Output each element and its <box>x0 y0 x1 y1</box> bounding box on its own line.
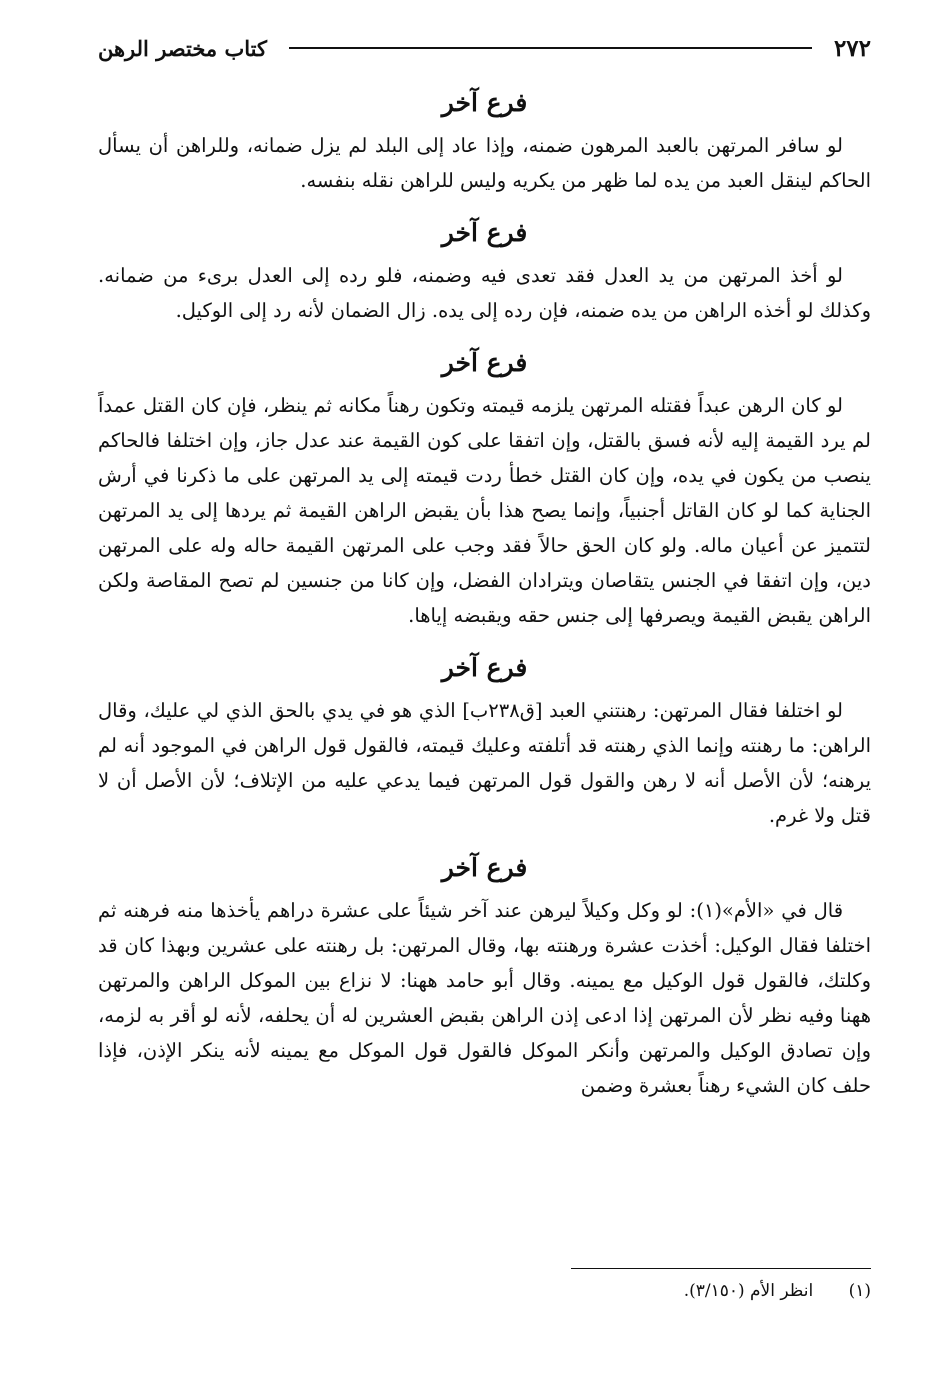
section-title: فرع آخر <box>441 88 528 117</box>
paragraph: قال في «الأم»(١): لو وكل وكيلاً ليرهن عند آخر شيئاً على عشرة دراهم يأخذها منه فرهنه ثم اختلفا فقال الوكيل: أخذت عشرة ورهنته بها، وقال المرتهن: بل رهنته على عشرين وبهذا كان قد وكلتك، فالقول قول الوكيل مع يمينه. وقال أبو حامد ههنا: لا نزاع بين الموكل الراهن والمرتهن ههنا وفيه نظر لأن المرتهن إذا ادعى إذن الراهن بقبض العشرين له أن يحلفه، لأنه لو أقر به لزمه، وإن تصادق الوكيل والمرتهن وأنكر الموكل فالقول قول الموكل مع يمينه لأنه ينكر الإذن، فإذا حلف كان الشيء رهناً بعشرة وضمن <box>98 899 871 1097</box>
running-title: كتاب مختصر الرهن <box>98 35 267 61</box>
section-title: فرع آخر <box>441 348 528 377</box>
page-header <box>98 28 871 68</box>
section-title: فرع آخر <box>441 218 528 247</box>
paragraph: لو كان الرهن عبداً فقتله المرتهن يلزمه قيمته وتكون رهناً مكانه ثم ينظر، فإن كان القتل عمداً لم يرد القيمة إليه لأنه فسق بالقتل، وإن اتفقا على كون القيمة عند عدل جاز، وإن اختلفا فالحاكم ينصب من يكون في يده، وإن كان القتل خطأ ردت قيمته إلى يد المرتهن على ما ذكرنا في أرش الجناية كما لو كان القاتل أجنبياً، وإنما يصح هذا بأن يقبض الراهن القيمة ثم يردها إلى يد المرتهن لتتميز عن أعيان ماله. ولو كان الحق حالاً فقد وجب على المرتهن القيمة حاله وله على المرتهن دين، وإن اتفقا في الجنس يتقاصان ويترادان الفضل، وإن كانا من جنسين لم تصح المقاصة ولكن الراهن يقبض القيمة ويصرفها إلى جنس حقه ويقبضه إياها. <box>98 394 871 627</box>
page-body <box>98 78 871 1113</box>
page-number: ٢٧٢ <box>833 34 871 62</box>
footnote-separator <box>571 1268 871 1269</box>
header-rule <box>289 47 812 49</box>
paragraph: لو أخذ المرتهن من يد العدل فقد تعدى فيه وضمنه، فلو رده إلى العدل برىء من ضمانه. وكذلك لو أخذه الراهن من يده ضمنه، فإن رده إلى يده. زال الضمان لأنه رد إلى الوكيل. <box>98 264 871 322</box>
footnote-text: انظر الأم (٣/١٥٠). <box>683 1281 814 1301</box>
section-title: فرع آخر <box>441 653 528 682</box>
paragraph: لو اختلفا فقال المرتهن: رهنتني العبد [ق٢٣٨ب] الذي هو في يدي بالحق الذي لي عليك، وقال الراهن: ما رهنته وإنما الذي رهنته قد أتلفته وعليك قيمته، فالقول قول الراهن في الموجود أنه لم يرهنه؛ لأن الأصل أنه لا رهن والقول قول المرتهن فيما يدعي عليه من الإتلاف؛ لأن الأصل أن لا قتل ولا غرم. <box>98 699 871 827</box>
footnote-number: (١) <box>848 1281 871 1301</box>
section-title: فرع آخر <box>441 853 528 882</box>
footnote <box>98 1276 871 1306</box>
paragraph: لو سافر المرتهن بالعبد المرهون ضمنه، وإذا عاد إلى البلد لم يزل ضمانه، وللراهن أن يسأل الحاكم لينقل العبد من يده لما ظهر من يكريه وليس للراهن نقله بنفسه. <box>98 134 871 192</box>
